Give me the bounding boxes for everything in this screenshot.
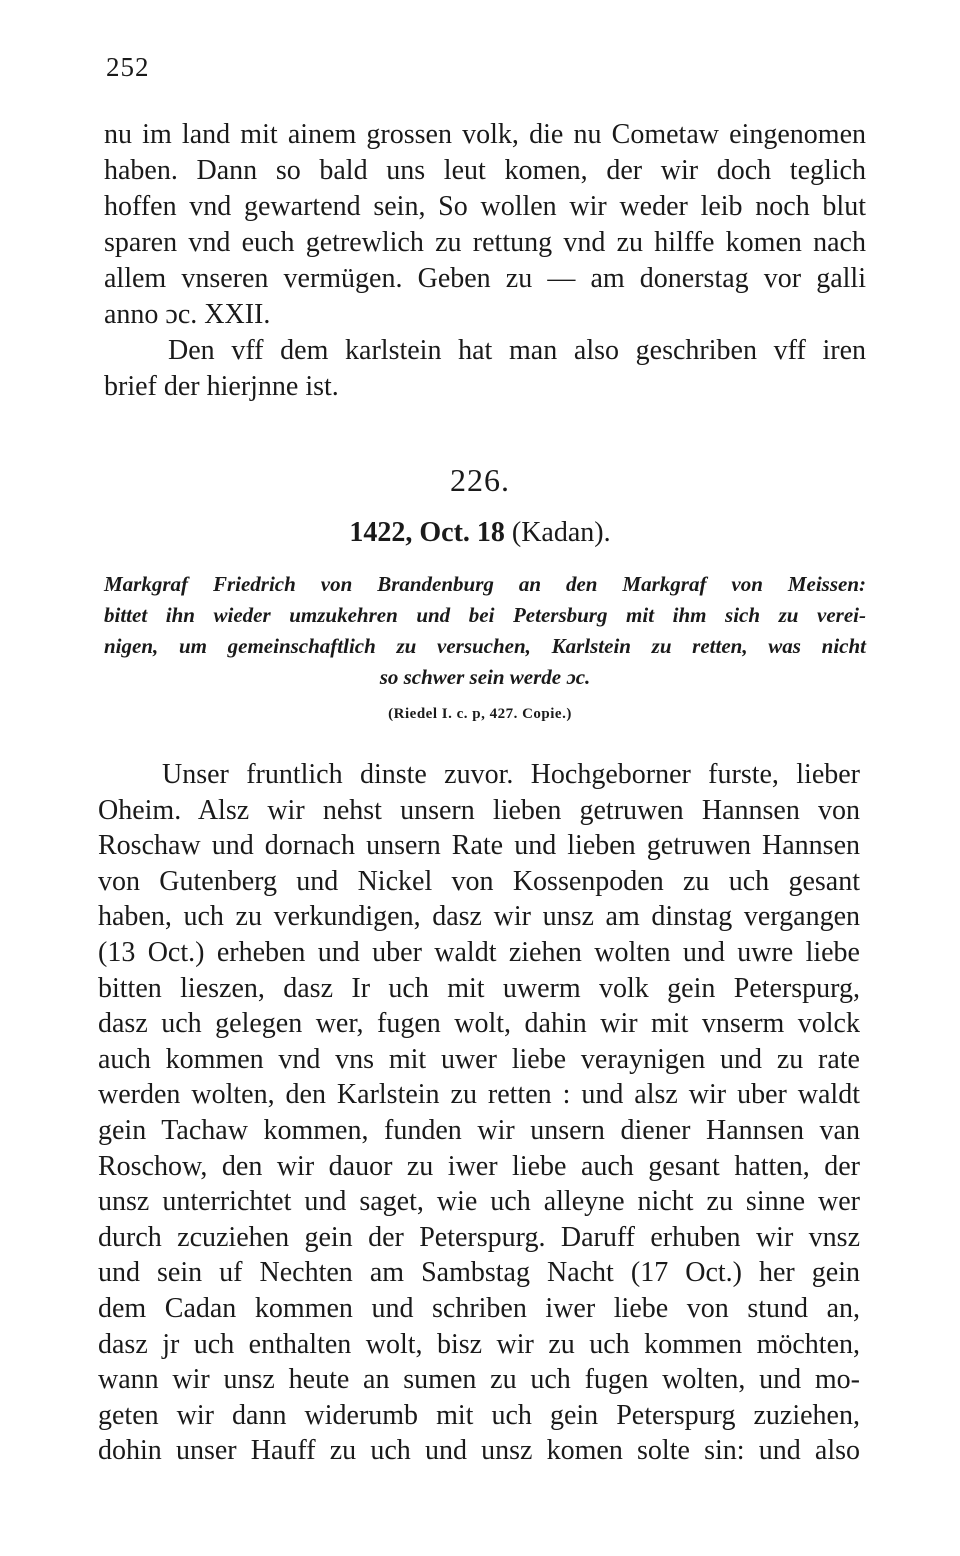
continued-letter-line: anno ɔc. XXII. — [104, 299, 271, 330]
continued-letter-line: allem vnseren vermügen. Geben zu — am donerstag vor galli — [104, 263, 866, 294]
letter-body-line: dem Cadan kommen und schriben iwer liebe von stund an, — [98, 1292, 860, 1324]
letter-body-line: durch zcuziehen gein der Peterspurg. Daruff erhuben wir vnsz — [98, 1221, 860, 1253]
letter-body-line: Unser fruntlich dinste zuvor. Hochgeborner furste, lieber — [162, 759, 860, 790]
letter-body-line: Roschow, den wir dauor zu iwer liebe auch gesant hatten, der — [98, 1150, 860, 1182]
letter-body-line: dasz uch gelegen wer, fugen wolt, dahin wir mit vnserm volck — [98, 1008, 860, 1040]
continued-letter-line: brief der hierjnne ist. — [104, 371, 339, 402]
continued-letter-line: nu im land mit ainem grossen volk, die nu Cometaw eingenomen — [104, 119, 866, 150]
document-place: (Kadan). — [504, 517, 611, 548]
letter-body-line: Roschaw und dornach unsern Rate und lieben getruwen Hannsen — [98, 830, 860, 862]
summary-line: nigen, um gemeinschaftlich zu versuchen, Karlstein zu retten, was nicht — [104, 634, 866, 658]
document-summary — [104, 569, 866, 693]
letter-body-line: bitten lieszen, dasz Ir uch mit uwerm volk gein Peterspurg, — [98, 972, 860, 1004]
letter-body-line: unsz unterrichtet und saget, wie uch alleyne nicht zu sinne wer — [98, 1186, 860, 1218]
letter-body-line: Oheim. Alsz wir nehst unsern lieben getruwen Hannsen von — [98, 794, 860, 826]
letter-body-line: und sein uf Nechten am Sambstag Nacht (17 Oct.) her gein — [98, 1257, 860, 1289]
continued-letter-line: sparen vnd euch getrewlich zu rettung vnd zu hilffe komen nach — [104, 227, 866, 258]
letter-body-line: von Gutenberg und Nickel von Kossenpoden zu uch gesant — [98, 865, 860, 897]
letter-body-line: haben, uch zu verkundigen, dasz wir unsz am dinstag vergangen — [98, 901, 860, 933]
document-number: 226. — [450, 462, 510, 498]
summary-line: Markgraf Friedrich von Brandenburg an den Markgraf von Meissen: — [104, 572, 866, 596]
letter-body-text — [98, 757, 860, 1469]
letter-body-line: (13 Oct.) erheben und uber waldt ziehen wolten und uwre liebe — [98, 936, 860, 968]
letter-body-line: dohin unser Hauff zu uch und unsz komen solte sin: und also — [98, 1435, 860, 1467]
continued-letter-text — [104, 117, 866, 405]
page-number: 252 — [106, 52, 150, 82]
letter-body-line: werden wolten, den Karlstein zu retten : und alsz wir uber waldt — [98, 1079, 860, 1111]
letter-body-line: geten wir dann widerumb mit uch gein Peterspurg zuziehen, — [98, 1399, 860, 1431]
document-date: 1422, Oct. 18 — [349, 517, 505, 548]
continued-letter-line: hoffen vnd gewartend sein, So wollen wir weder leib noch blut — [104, 191, 866, 222]
letter-body-line: dasz jr uch enthalten wolt, bisz wir zu uch kommen möchten, — [98, 1328, 860, 1360]
document-date-heading — [0, 517, 960, 549]
source-citation: (Riedel I. c. p, 427. Copie.) — [388, 706, 572, 722]
summary-line: so schwer sein werde ɔc. — [379, 665, 591, 689]
letter-body-line: gein Tachaw kommen, funden wir unsern diener Hannsen van — [98, 1114, 860, 1146]
continued-letter-line: haben. Dann so bald uns leut komen, der wir doch teglich — [104, 155, 866, 186]
letter-body-line: wann wir unsz heute an sumen zu uch fugen wolten, und mo- — [98, 1364, 860, 1396]
continued-letter-line: Den vff dem karlstein hat man also geschriben vff iren — [168, 335, 866, 366]
summary-line: bittet ihn wieder umzukehren und bei Petersburg mit ihm sich zu verei- — [104, 603, 866, 627]
letter-body-line: auch kommen vnd vns mit uwer liebe veraynigen und zu rate — [98, 1043, 860, 1075]
